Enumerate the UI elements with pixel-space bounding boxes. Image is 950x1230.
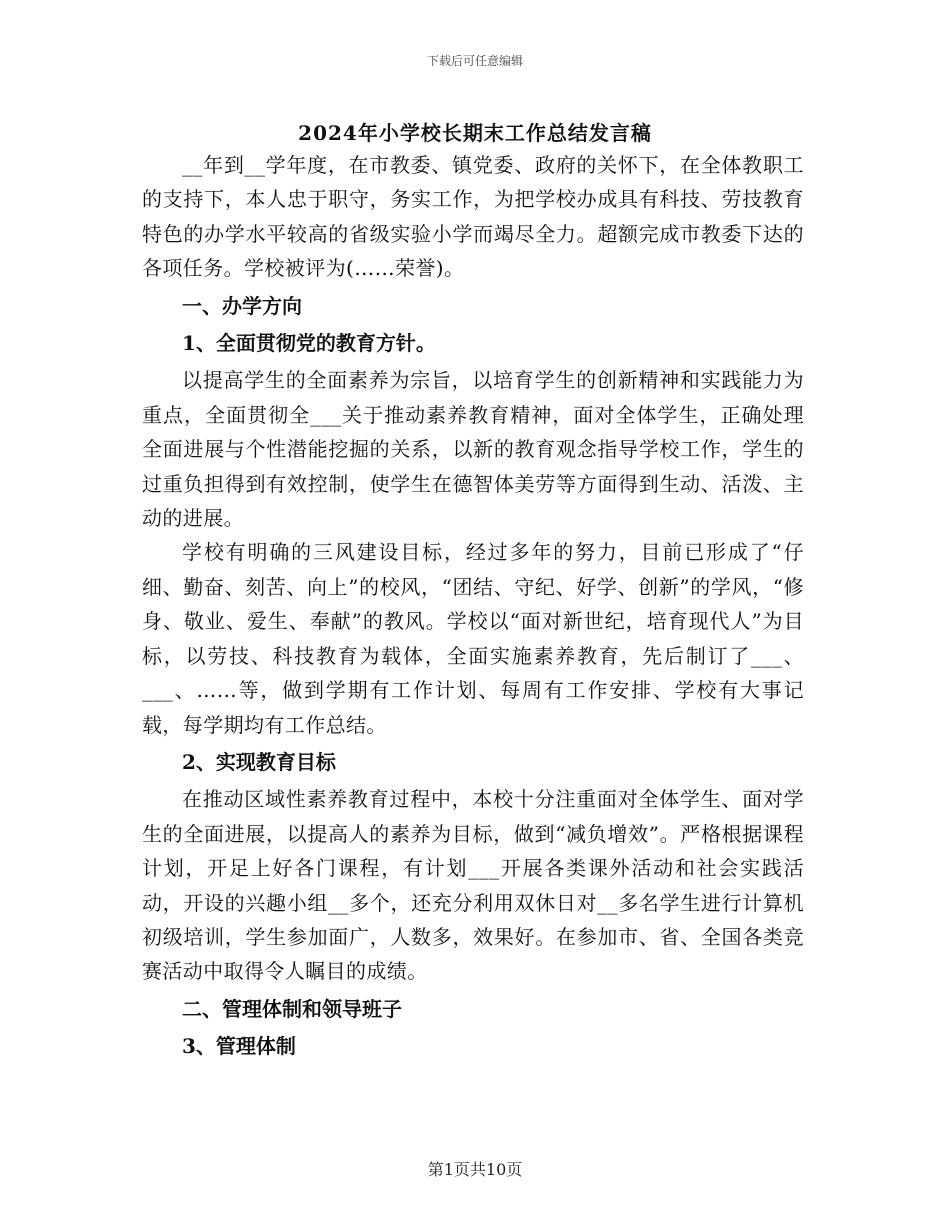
document-body <box>142 148 804 1067</box>
page-header: 下载后可任意编辑 <box>426 54 523 68</box>
section-heading-2: 二、管理体制和领导班子 <box>182 996 402 1021</box>
paragraph-education-policy: 以提高学生的全面素养为宗旨，以培育学生的创新精神和实践能力为重点，全面贯彻全___关于推动素养教育精神，面对全体学生，正确处理全面进展与个性潜能挖掘的关系，以新的教育观念指导学校工作，学生的过重负担得到有效控制，使学生在德智体美劳等方面得到生动、活泼、主动的进展。 <box>142 368 804 531</box>
subsection-heading-2: 2、实现教育目标 <box>182 749 336 774</box>
subsection-heading-1: 1、全面贯彻党的教育方针。 <box>182 331 436 356</box>
subsection-heading-3: 3、管理体制 <box>182 1034 296 1059</box>
section-heading-1: 一、办学方向 <box>182 293 302 318</box>
intro-paragraph: __年到__学年度，在市教委、镇党委、政府的关怀下，在全体教职工的支持下，本人忠于职守，务实工作，为把学校办成具有科技、劳技教育特色的办学水平较高的省级实验小学而竭尽全力。超额完成市教委下达的各项任务。学校被评为(……荣誉)。 <box>142 153 804 281</box>
document-title: 2024年小学校长期末工作总结发言稿 <box>298 121 652 145</box>
page-footer: 第1页共10页 <box>427 1160 523 1179</box>
paragraph-education-goals: 在推动区域性素养教育过程中，本校十分注重面对全体学生、面对学生的全面进展，以提高人的素养为目标，做到“减负增效”。严格根据课程计划，开足上好各门课程，有计划___开展各类课外活动和社会实践活动，开设的兴趣小组__多个，还充分利用双休日对__多名学生进行计算机初级培训，学生参加面广，人数多，效果好。在参加市、省、全国各类竞赛活动中取得令人瞩目的成绩。 <box>142 787 804 984</box>
paragraph-school-culture: 学校有明确的三风建设目标，经过多年的努力，目前已形成了“仔细、勤奋、刻苦、向上”的校风，“团结、守纪、好学、创新”的学风，“修身、敬业、爱生、奉献”的教风。学校以“面对新世纪，培育现代人”为目标，以劳技、科技教育为载体，全面实施素养教育，先后制订了___、___、……等，做到学期有工作计划、每周有工作安排、学校有大事记载，每学期均有工作总结。 <box>142 540 804 737</box>
